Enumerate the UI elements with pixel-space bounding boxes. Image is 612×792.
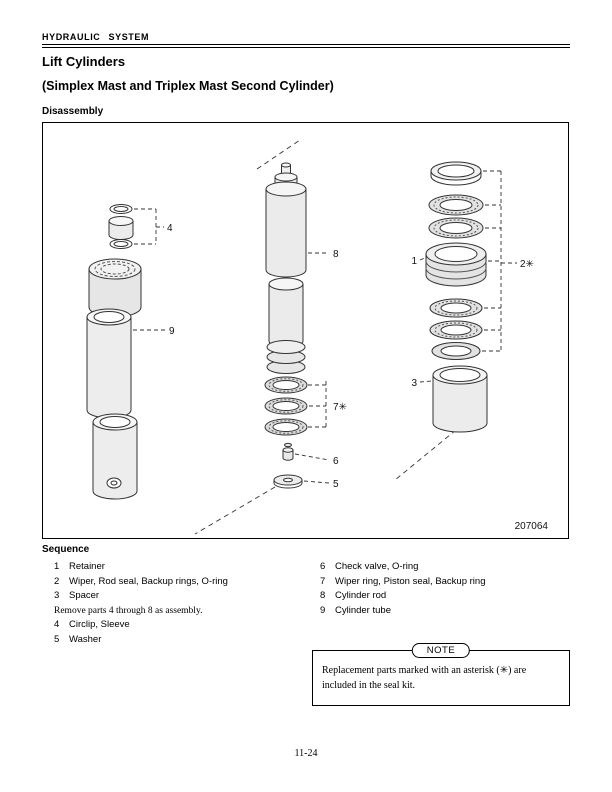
cylinder-tube-upper <box>87 309 131 418</box>
sequence-item-label: Washer <box>69 633 102 645</box>
sequence-heading: Sequence <box>42 544 90 555</box>
grooved-retainer-gland <box>426 243 486 286</box>
cylinder-tube-lower <box>93 414 137 499</box>
sequence-list-right <box>320 560 570 618</box>
sequence-item-number: 2 <box>54 575 60 587</box>
axis-line-bottom <box>195 487 275 534</box>
sequence-item-number: 7 <box>320 575 326 587</box>
sequence-item-number: 3 <box>54 590 60 601</box>
callout-2-label: 2✳ <box>520 259 534 270</box>
sequence-item-label: Cylinder tube <box>335 604 391 616</box>
axis-line-right <box>395 430 456 480</box>
sequence-list-left <box>54 560 314 647</box>
check-valve-group <box>283 443 293 460</box>
figure-box <box>42 122 569 539</box>
sequence-item-label: Circlip, Sleeve <box>69 619 130 630</box>
sequence-item-label: Spacer <box>69 590 100 601</box>
sequence-item <box>320 604 570 619</box>
callout-7-label: 7✳ <box>333 402 347 413</box>
disassembly-heading: Disassembly <box>42 106 104 117</box>
callout-5-label: 5 <box>333 479 339 490</box>
sequence-item-label: Cylinder rod <box>335 590 387 601</box>
sequence-item <box>320 589 570 604</box>
circlip-sleeve-group <box>109 205 133 249</box>
callout-1-label: 1 <box>411 256 417 267</box>
sequence-item-number: 5 <box>54 633 60 645</box>
retainer-group <box>431 162 481 185</box>
callout-6-label: 6 <box>333 456 339 467</box>
sequence-item-number: 6 <box>320 561 326 572</box>
callout-7-leader <box>308 381 326 429</box>
sequence-item-number: 4 <box>54 619 60 630</box>
callout-5-leader <box>304 481 329 483</box>
callout-3-label: 3 <box>411 378 417 389</box>
sequence-item-number: 9 <box>320 604 326 616</box>
sequence-item <box>320 575 570 590</box>
sequence-item-label: Wiper ring, Piston seal, Backup ring <box>335 575 486 587</box>
callout-3-leader <box>420 381 432 382</box>
sequence-item-number: 1 <box>54 561 60 572</box>
sequence-item <box>320 560 570 575</box>
header-divider <box>42 44 570 48</box>
tube-threaded-collar <box>89 259 141 317</box>
cylinder-rod-group <box>266 163 306 277</box>
note-text: Replacement parts marked with an asterisk (✳) are included in the seal kit. <box>322 665 527 691</box>
sequence-item <box>54 575 314 590</box>
sequence-item <box>54 618 314 633</box>
callout-6-leader <box>295 454 329 460</box>
rod-piston-end <box>267 278 305 374</box>
figure-number: 207064 <box>514 521 548 532</box>
piston-seal-rings-group <box>265 377 307 435</box>
callout-4-label: 4 <box>167 223 173 234</box>
exploded-diagram <box>43 123 568 538</box>
callout-4-leader <box>134 209 164 244</box>
page-subtitle: (Simplex Mast and Triplex Mast Second Cylinder) <box>42 79 334 93</box>
backup-rings-group <box>430 299 482 360</box>
sequence-item-label: Check valve, O-ring <box>335 561 419 572</box>
sequence-item <box>54 633 314 648</box>
rod-seal-rings-group <box>429 195 483 238</box>
sequence-item-label: Wiper, Rod seal, Backup rings, O-ring <box>69 575 228 587</box>
note-label: NOTE <box>412 643 470 658</box>
page-title: Lift Cylinders <box>42 54 126 69</box>
sequence-item <box>54 560 314 575</box>
assembly-note: Remove parts 4 through 8 as assembly. <box>54 605 203 616</box>
spacer-group <box>433 366 487 432</box>
callout-8-label: 8 <box>333 249 339 260</box>
washer-group <box>274 475 302 488</box>
note-box <box>312 645 570 706</box>
callout-2-leader <box>482 171 517 351</box>
page-header <box>42 32 570 48</box>
axis-line-top <box>257 140 300 169</box>
sequence-item-number: 8 <box>320 590 326 601</box>
section-title: HYDRAULIC SYSTEM <box>42 32 150 42</box>
sequence-item <box>54 589 314 604</box>
sequence-item-label: Retainer <box>69 561 105 572</box>
callout-9-label: 9 <box>169 326 175 337</box>
page-number: 11-24 <box>294 748 318 759</box>
